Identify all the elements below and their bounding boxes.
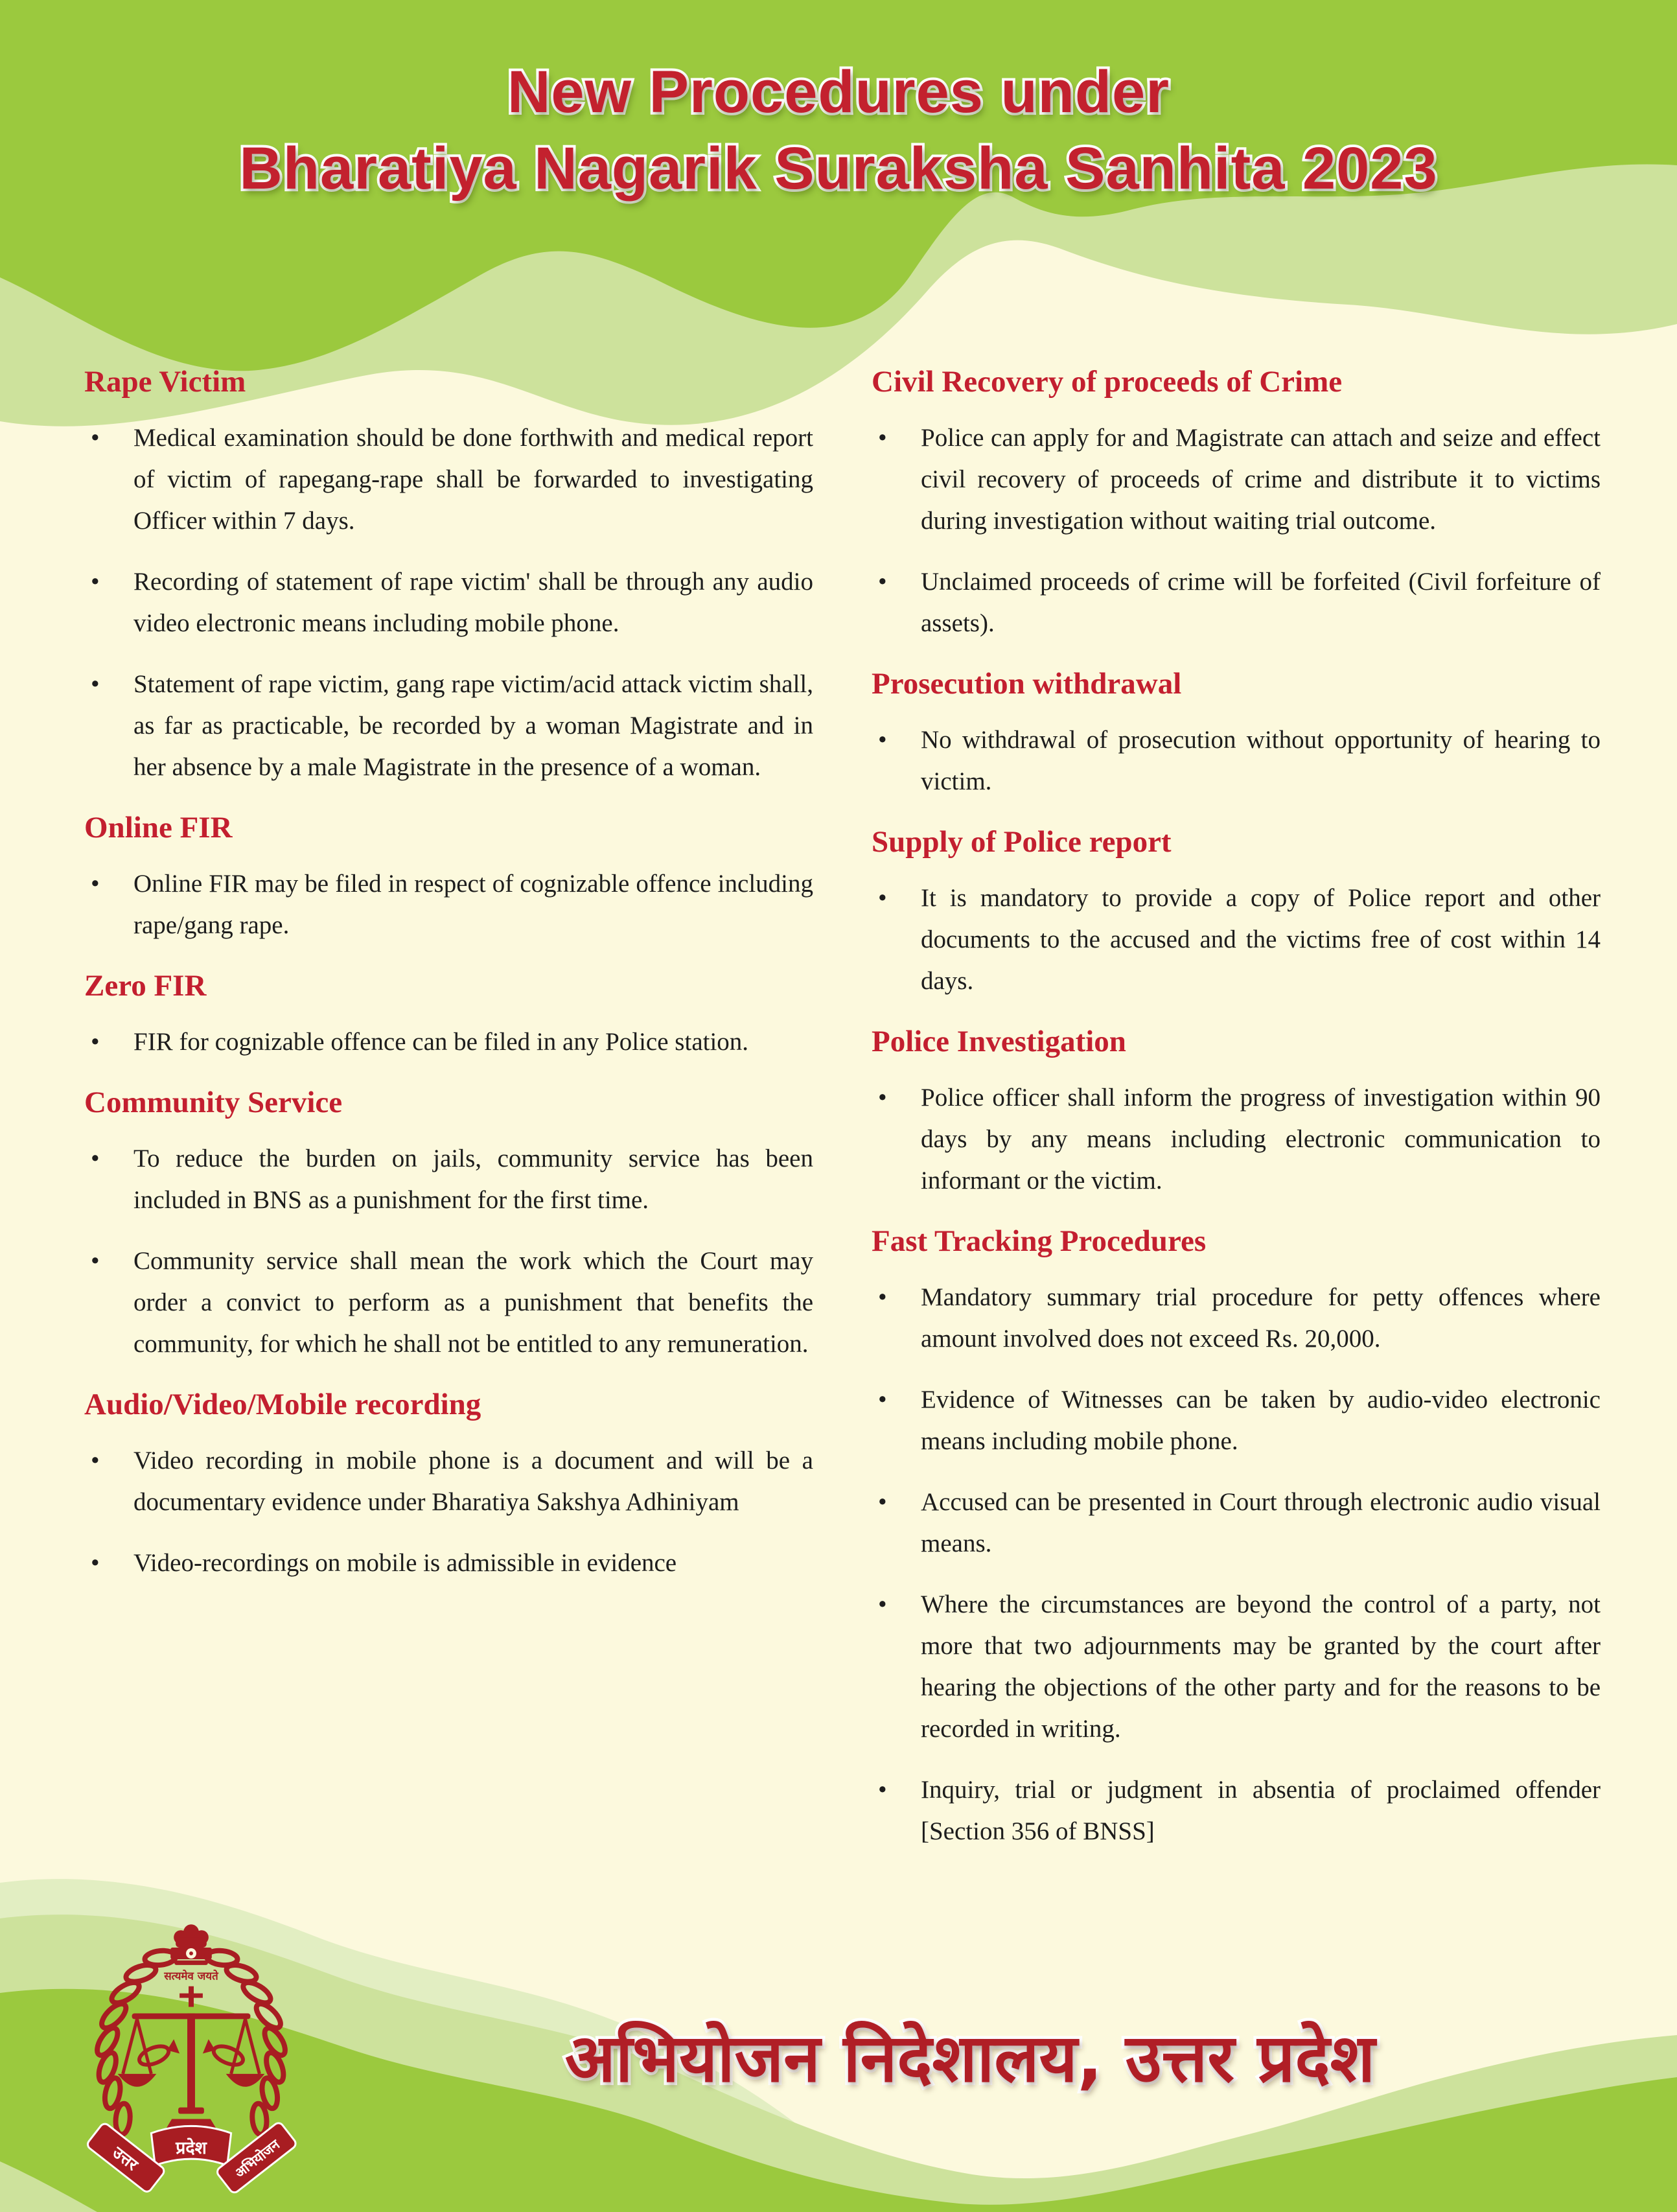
prosecution-emblem (82, 1917, 301, 2209)
bullet-item: • Medical examination should be done forthwith and medical report of victim of rapegang-rape shall be forwarded to investigating Officer within 7 days. (84, 417, 813, 542)
section (84, 364, 813, 788)
section-heading: Zero FIR (84, 969, 207, 1003)
section-heading: Community Service (84, 1086, 343, 1120)
section-heading: Rape Victim (84, 365, 246, 399)
bullet-item: • FIR for cognizable offence can be filed in any Police station. (84, 1021, 813, 1063)
section (84, 968, 813, 1063)
bullet-item: • Evidence of Witnesses can be taken by audio-video electronic means including mobile phone. (872, 1379, 1601, 1462)
bullet-item: • Unclaimed proceeds of crime will be forfeited (Civil forfeiture of assets). (872, 561, 1601, 644)
section-heading: Supply of Police report (872, 825, 1172, 859)
emblem-motto: सत्यमेव जयते (164, 1969, 218, 1983)
bullet-item: • Video recording in mobile phone is a document and will be a documentary evidence under Bharatiya Sakshya Adhiniyam (84, 1440, 813, 1523)
bullet-item: • Mandatory summary trial procedure for petty offences where amount involved does not exceed Rs. 20,000. (872, 1277, 1601, 1360)
bullet-item: • Accused can be presented in Court through electronic audio visual means. (872, 1482, 1601, 1565)
section-heading: Online FIR (84, 811, 233, 845)
section-heading: Audio/Video/Mobile recording (84, 1388, 481, 1422)
ribbon-center (151, 2126, 231, 2165)
bullet-item: • Recording of statement of rape victim' shall be through any audio video electronic means including mobile phone. (84, 561, 813, 644)
bullet-item: • Police can apply for and Magistrate can attach and seize and effect civil recovery of proceeds of crime and distribute it to victims during investigation without waiting trial outcome. (872, 417, 1601, 542)
content-columns (84, 364, 1601, 1872)
poster-title (0, 54, 1677, 207)
section (84, 1085, 813, 1365)
poster-title-line1: New Procedures under (507, 59, 1170, 125)
right-column (872, 364, 1601, 1872)
bullet-item: • Video-recordings on mobile is admissible in evidence (84, 1543, 813, 1584)
bullet-item: • Inquiry, trial or judgment in absentia of proclaimed offender [Section 356 of BNSS] (872, 1769, 1601, 1852)
poster-title-line2: Bharatiya Nagarik Suraksha Sanhita 2023 (239, 135, 1438, 202)
bullet-item: • Where the circumstances are beyond the control of a party, not more that two adjournments may be granted by the court after hearing the objections of the other party and for the reasons to be recorded in writing. (872, 1584, 1601, 1750)
bullet-item: • No withdrawal of prosecution without opportunity of hearing to victim. (872, 719, 1601, 802)
bullet-item: • Online FIR may be filed in respect of cognizable offence including rape/gang rape. (84, 863, 813, 946)
bullet-item: • It is mandatory to provide a copy of Police report and other documents to the accused and the victims free of cost within 14 days. (872, 878, 1601, 1002)
bullet-item: • To reduce the burden on jails, community service has been included in BNS as a punishment for the first time. (84, 1138, 813, 1221)
section-heading: Civil Recovery of proceeds of Crime (872, 365, 1343, 399)
left-column (84, 364, 813, 1603)
footer-org-name: अभियोजन निदेशालय, उत्तर प्रदेश (564, 2020, 1376, 2097)
section (84, 810, 813, 946)
section (84, 1387, 813, 1584)
section (872, 1024, 1601, 1202)
section-heading: Prosecution withdrawal (872, 667, 1182, 701)
wreath-right-icon (206, 1950, 289, 2136)
section (872, 666, 1601, 802)
section (872, 1224, 1601, 1852)
ribbon-right-label: अभियोजन (231, 2136, 283, 2182)
bullet-item: • Community service shall mean the work which the Court may order a convict to perform as a punishment that benefits the community, for which he shall not be entitled to any remuneration. (84, 1240, 813, 1365)
section-heading: Police Investigation (872, 1025, 1126, 1059)
section (872, 364, 1601, 644)
ribbon-left-label: उत्तर (109, 2143, 142, 2174)
section (872, 824, 1601, 1002)
ribbon-center-label: प्रदेश (176, 2138, 207, 2159)
bullet-item: • Statement of rape victim, gang rape victim/acid attack victim shall, as far as practicable, be recorded by a woman Magistrate and in her absence by a male Magistrate in the presence of a woman. (84, 664, 813, 788)
section-heading: Fast Tracking Procedures (872, 1224, 1207, 1259)
bullet-item: • Police officer shall inform the progress of investigation within 90 days by any means including electronic communication to informant or the victim. (872, 1077, 1601, 1202)
